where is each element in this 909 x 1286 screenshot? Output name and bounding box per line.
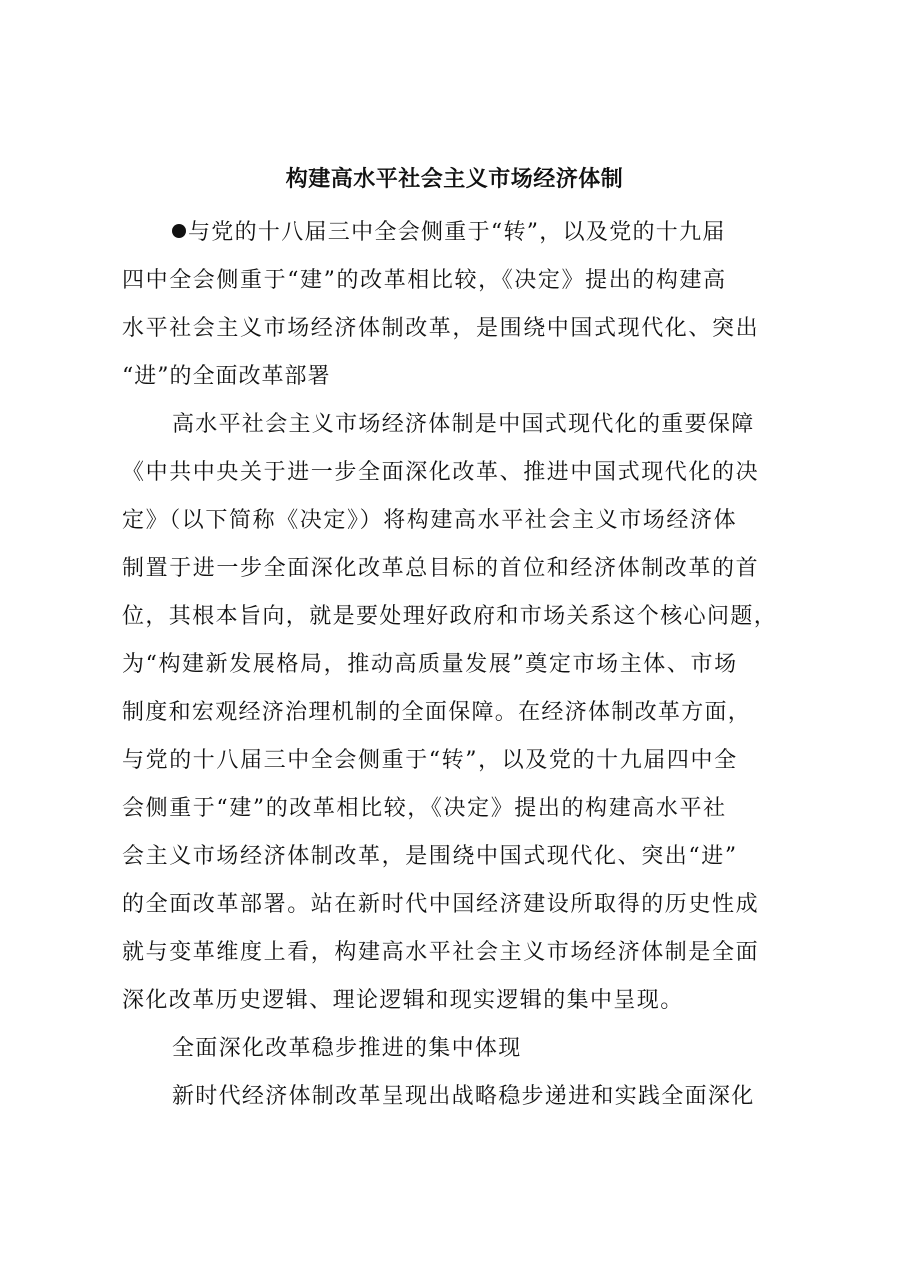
line-text: 与党的十八届三中全会侧重于“转”，以及党的十九届 [188,220,726,245]
text-line: 水平社会主义市场经济体制改革，是围绕中国式现代化、突出 [122,316,760,341]
text-line: 位，其根本旨向，就是要处理好政府和市场关系这个核心问题， [122,604,778,629]
text-line: 会侧重于“建”的改革相比较，《决定》提出的构建高水平社 [122,796,727,821]
text-line: 的全面改革部署。站在新时代中国经济建设所取得的历史性成 [122,892,760,917]
text-line: 四中全会侧重于“建”的改革相比较，《决定》提出的构建高 [122,268,727,293]
text-line [172,218,800,248]
text-line: 会主义市场经济体制改革，是围绕中国式现代化、突出“进” [122,844,738,869]
text-line: 深化改革历史逻辑、理论逻辑和现实逻辑的集中呈现。 [122,988,684,1013]
text-line: 定》（以下简称《决定》）将构建高水平社会主义市场经济体 [122,508,738,533]
section-heading: 全面深化改革稳步推进的集中体现 [172,1036,522,1061]
bullet-dot-icon [172,224,186,238]
text-line: 制度和宏观经济治理机制的全面保障。在经济体制改革方面， [122,700,752,725]
text-line: “进”的全面改革部署 [122,364,331,389]
document-title: 构建高水平社会主义市场经济体制 [285,166,624,192]
text-line: 就与变革维度上看，构建高水平社会主义市场经济体制是全面 [122,940,760,965]
text-line: 与党的十八届三中全会侧重于“转”，以及党的十九届四中全 [122,748,738,773]
text-line: 为“构建新发展格局，推动高质量发展”奠定市场主体、市场 [122,652,738,677]
text-line: 《中共中央关于进一步全面深化改革、推进中国式现代化的决 [122,460,760,485]
text-line: 新时代经济体制改革呈现出战略稳步递进和实践全面深化 [172,1084,755,1109]
text-line: 制置于进一步全面深化改革总目标的首位和经济体制改革的首 [122,556,760,581]
text-line: 高水平社会主义市场经济体制是中国式现代化的重要保障 [172,412,755,437]
